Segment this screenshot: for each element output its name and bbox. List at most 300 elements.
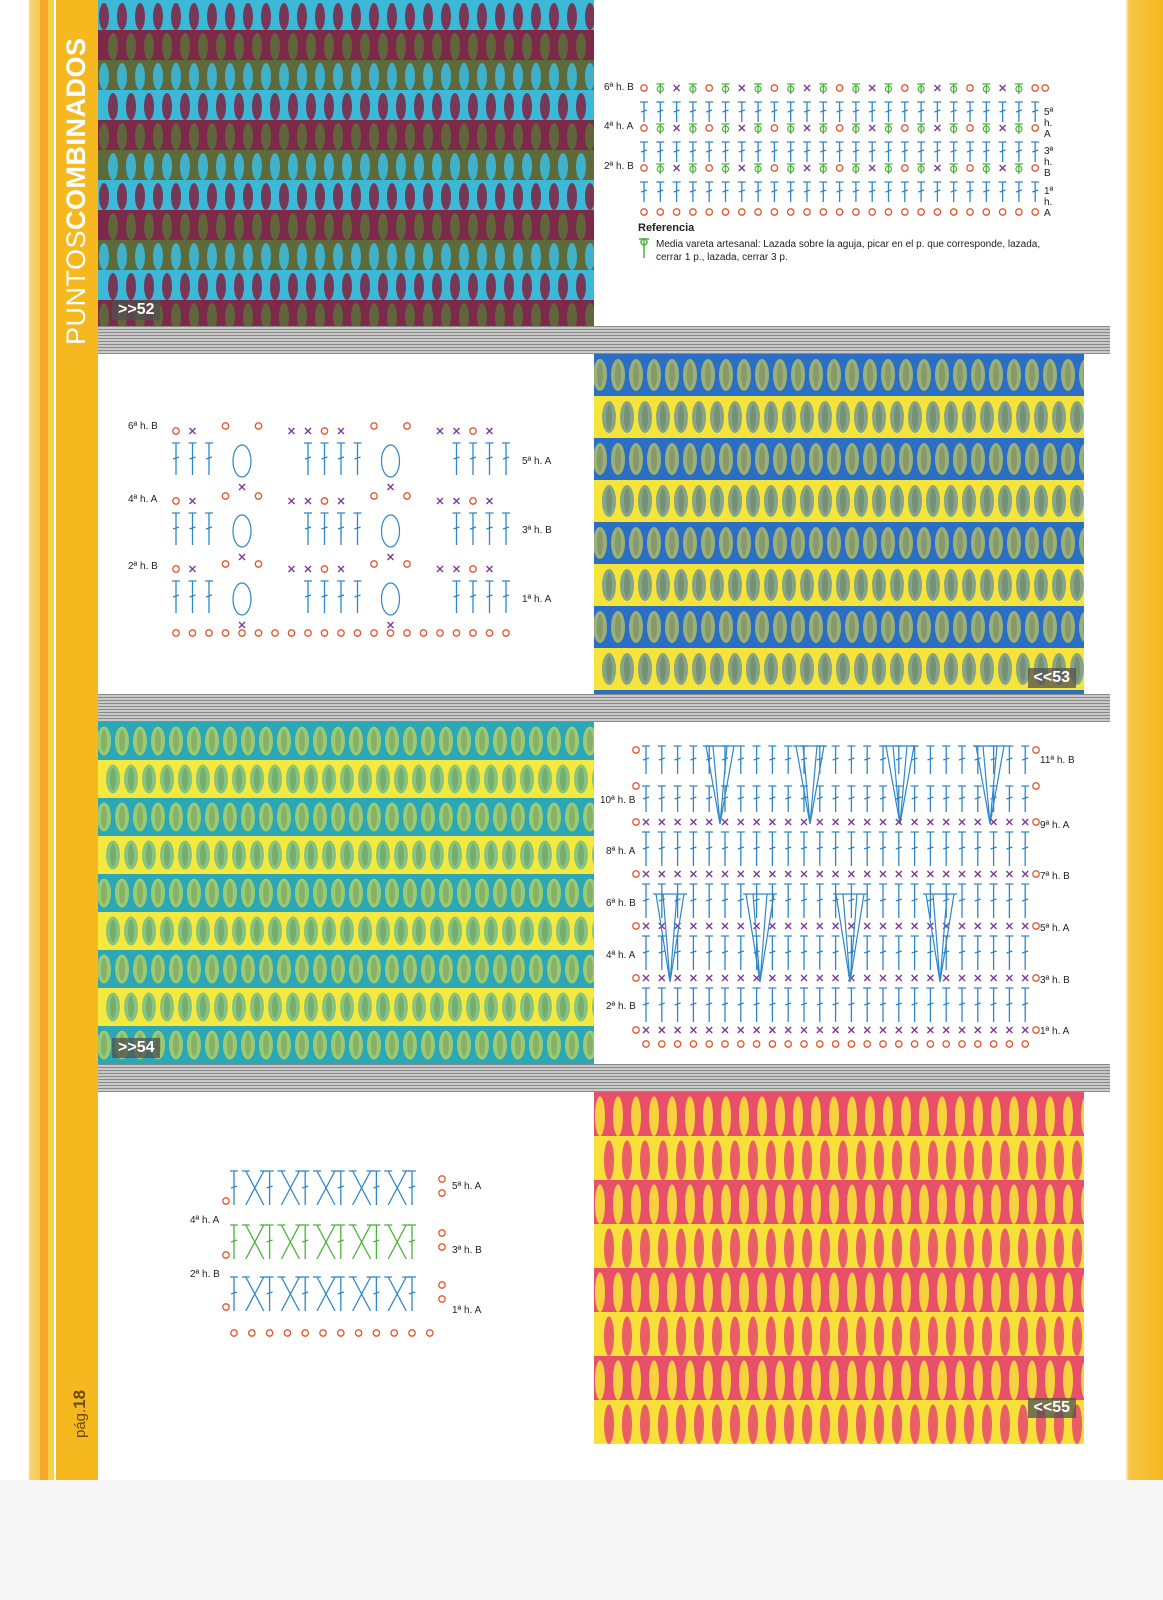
single-crochet	[943, 819, 949, 825]
stitch-loop	[414, 213, 424, 240]
row-label: 1ª h. A	[452, 1305, 482, 1316]
double-crochet	[901, 142, 909, 162]
double-crochet	[658, 832, 666, 866]
single-crochet	[927, 871, 933, 877]
single-crochet	[738, 923, 744, 929]
single-crochet	[690, 975, 696, 981]
puff-stitch	[233, 515, 251, 547]
row-label: 6ª h. B	[604, 82, 634, 93]
stitch-shadow	[966, 572, 972, 597]
stitch-loop	[162, 33, 172, 60]
stitch-loop	[477, 183, 487, 210]
stitch-shadow	[894, 572, 900, 597]
stitch-loop	[973, 1360, 983, 1400]
row-label: 4ª h. A	[604, 121, 634, 132]
stitch-loop	[1000, 1316, 1010, 1356]
stitch-shadow	[660, 656, 666, 681]
stitch-loop	[99, 123, 109, 150]
stitch-loop	[342, 213, 352, 240]
stitch-shadow	[236, 844, 242, 867]
double-crochet	[942, 746, 950, 774]
stitch-loop	[441, 243, 451, 270]
double-crochet	[737, 786, 745, 812]
chain-stitch	[266, 1330, 272, 1336]
stitch-loop	[486, 153, 496, 180]
stitch-loop	[369, 243, 379, 270]
chain-stitch	[255, 493, 261, 499]
stitch-loop	[1018, 1404, 1028, 1444]
single-crochet	[991, 819, 997, 825]
double-crochet	[1005, 786, 1013, 812]
stitch-loop	[1063, 1096, 1073, 1136]
stitch-shadow	[515, 958, 521, 981]
stitch-shadow	[308, 768, 314, 791]
stitch-loop	[595, 1360, 605, 1400]
double-crochet	[879, 746, 887, 774]
stitch-loop	[829, 1272, 839, 1312]
single-crochet	[801, 871, 807, 877]
stitch-shadow	[146, 844, 152, 867]
stitch-loop	[135, 243, 145, 270]
double-crochet	[999, 142, 1007, 162]
stitch-shadow	[795, 446, 801, 471]
stitch-loop	[333, 3, 343, 30]
stitch-shadow	[182, 920, 188, 943]
double-crochet	[486, 513, 494, 545]
stitch-loop	[198, 33, 208, 60]
long-stitch-fan	[923, 894, 957, 982]
stitch-shadow	[903, 614, 909, 639]
stitch-shadow	[768, 572, 774, 597]
stitch-shadow	[497, 958, 503, 981]
stitch-shadow	[1020, 656, 1026, 681]
chain-stitch	[641, 165, 647, 171]
double-crochet	[674, 746, 682, 774]
double-crochet	[1021, 746, 1029, 774]
stitch-shadow	[335, 806, 341, 829]
chain-stitch	[391, 1330, 397, 1336]
stitch-loop	[441, 3, 451, 30]
stitch-loop	[324, 213, 334, 240]
stitch-shadow	[1074, 488, 1080, 513]
stitch-loop	[658, 1140, 668, 1180]
stitch-shadow	[966, 488, 972, 513]
double-crochet	[722, 102, 730, 122]
stitch-loop	[910, 1228, 920, 1268]
double-crochet	[722, 142, 730, 162]
stitch-loop	[667, 1184, 677, 1224]
stitch-loop	[171, 123, 181, 150]
chain-stitch	[427, 1330, 433, 1336]
stitch-loop	[261, 183, 271, 210]
single-crochet	[896, 1027, 902, 1033]
stitch-shadow	[497, 1034, 503, 1057]
stitch-loop	[252, 33, 262, 60]
stitch-shadow	[299, 882, 305, 905]
stitch-loop	[874, 1404, 884, 1444]
stitch-loop	[721, 1184, 731, 1224]
chain-stitch	[387, 630, 393, 636]
stitch-loop	[261, 243, 271, 270]
stitch-shadow	[750, 656, 756, 681]
stitch-shadow	[687, 446, 693, 471]
single-crochet	[722, 819, 728, 825]
stitch-shadow	[921, 530, 927, 555]
stitch-shadow	[416, 996, 422, 1019]
chain-stitch	[722, 1041, 728, 1047]
stitch-loop	[153, 3, 163, 30]
stitch-loop	[234, 93, 244, 120]
stitch-shadow	[939, 530, 945, 555]
stitch-loop	[820, 1404, 830, 1444]
stitch-shadow	[272, 996, 278, 1019]
stitch-loop	[640, 1228, 650, 1268]
chain-stitch	[706, 1041, 712, 1047]
double-crochet	[189, 581, 197, 613]
chain-stitch	[1016, 209, 1022, 215]
stitch-shadow	[1011, 614, 1017, 639]
stitch-shadow	[957, 530, 963, 555]
stitch-shadow	[966, 404, 972, 429]
double-crochet	[784, 884, 792, 918]
double-crochet	[689, 142, 697, 162]
double-crochet	[738, 102, 746, 122]
double-crochet	[958, 988, 966, 1022]
single-crochet	[1006, 1027, 1012, 1033]
stitch-shadow	[443, 806, 449, 829]
row-label: 8ª h. A	[606, 846, 636, 857]
double-crochet	[784, 936, 792, 970]
stitch-loop	[108, 33, 118, 60]
stitch-loop	[883, 1272, 893, 1312]
stitch-loop	[1000, 1404, 1010, 1444]
stitch-loop	[486, 93, 496, 120]
stitch-loop	[540, 93, 550, 120]
reference-icon	[638, 238, 650, 265]
stitch-loop	[703, 1360, 713, 1400]
stitch-shadow	[957, 446, 963, 471]
stitch-loop	[288, 93, 298, 120]
stitch-shadow	[569, 882, 575, 905]
stitch-loop	[477, 243, 487, 270]
stitch-loop	[558, 93, 568, 120]
stitch-shadow	[173, 730, 179, 753]
chain-stitch	[222, 561, 228, 567]
double-crochet	[958, 786, 966, 812]
stitch-loop	[243, 123, 253, 150]
stitch-shadow	[759, 446, 765, 471]
stitch-loop	[504, 273, 514, 300]
stitch-loop	[378, 213, 388, 240]
stitch-loop	[306, 213, 316, 240]
stitch-shadow	[110, 768, 116, 791]
stitch-loop	[640, 1404, 650, 1444]
stitch-shadow	[831, 362, 837, 387]
double-crochet	[942, 786, 950, 812]
stitch-shadow	[506, 844, 512, 867]
stitch-loop	[180, 273, 190, 300]
row-label: 7ª h. B	[1040, 871, 1070, 882]
stitch-loop	[477, 3, 487, 30]
double-crochet	[958, 936, 966, 970]
stitch-loop	[153, 63, 163, 90]
double-crochet	[974, 884, 982, 918]
stitch-shadow	[921, 446, 927, 471]
stitch-loop	[874, 1140, 884, 1180]
chain-stitch	[690, 1041, 696, 1047]
stitch-shadow	[597, 362, 603, 387]
double-crochet	[321, 443, 329, 475]
stitch-shadow	[597, 530, 603, 555]
stitch-shadow	[669, 446, 675, 471]
stitch-loop	[225, 63, 235, 90]
section-title	[61, 37, 92, 345]
stitch-loop	[423, 3, 433, 30]
stitch-shadow	[470, 996, 476, 1019]
double-crochet	[754, 182, 762, 202]
chain-stitch	[1033, 871, 1039, 877]
single-crochet	[848, 1027, 854, 1033]
stitch-loop	[450, 33, 460, 60]
stitch-loop	[766, 1228, 776, 1268]
stitch-shadow	[461, 806, 467, 829]
stitch-shadow	[416, 768, 422, 791]
stitch-loop	[874, 1316, 884, 1356]
stitch-shadow	[569, 1034, 575, 1057]
double-crochet	[642, 832, 650, 866]
stitch-shadow	[714, 404, 720, 429]
double-crochet	[721, 832, 729, 866]
stitch-shadow	[759, 530, 765, 555]
stitch-shadow	[1038, 572, 1044, 597]
double-crochet	[673, 102, 681, 122]
stitch-loop	[306, 33, 316, 60]
chain-stitch	[321, 428, 327, 434]
double-crochet	[486, 443, 494, 475]
stitch-shadow	[1029, 614, 1035, 639]
stitch-loop	[928, 1316, 938, 1356]
single-crochet	[785, 871, 791, 877]
stitch-shadow	[101, 806, 107, 829]
stitch-shadow	[218, 920, 224, 943]
chain-stitch	[706, 125, 712, 131]
stitch-loop	[982, 1140, 992, 1180]
double-crochet	[453, 581, 461, 613]
stitch-loop	[531, 3, 541, 30]
stitch-shadow	[804, 404, 810, 429]
stitch-loop	[793, 1184, 803, 1224]
stitch-loop	[405, 243, 415, 270]
single-crochet	[833, 1027, 839, 1033]
double-crochet	[1031, 182, 1039, 202]
single-crochet	[722, 1027, 728, 1033]
row-label: 5ª h. A	[1040, 923, 1070, 934]
double-crochet	[205, 443, 213, 475]
stitch-shadow	[569, 730, 575, 753]
single-crochet	[848, 871, 854, 877]
chain-stitch	[836, 209, 842, 215]
stitch-shadow	[903, 446, 909, 471]
stitch-shadow	[479, 882, 485, 905]
stitch-loop	[730, 1140, 740, 1180]
single-crochet	[975, 975, 981, 981]
stitch-shadow	[921, 614, 927, 639]
single-crochet	[864, 1027, 870, 1033]
stitch-shadow	[1056, 404, 1062, 429]
double-crochet	[469, 513, 477, 545]
chain-stitch	[222, 630, 228, 636]
stitch-shadow	[993, 530, 999, 555]
stitch-loop	[234, 153, 244, 180]
stitch-loop	[676, 1228, 686, 1268]
stitch-loop	[387, 183, 397, 210]
stitch-shadow	[128, 920, 134, 943]
stitch-shadow	[452, 920, 458, 943]
stitch-shadow	[371, 806, 377, 829]
stitch-loop	[333, 243, 343, 270]
single-crochet	[706, 871, 712, 877]
chain-stitch	[255, 630, 261, 636]
double-crochet	[189, 443, 197, 475]
chain-stitch	[753, 1041, 759, 1047]
chain-stitch	[439, 1190, 445, 1196]
stitch-shadow	[975, 362, 981, 387]
chain-stitch	[453, 630, 459, 636]
stitch-loop	[856, 1404, 866, 1444]
double-crochet	[832, 832, 840, 866]
chain-stitch	[739, 209, 745, 215]
chain-stitch	[371, 423, 377, 429]
stitch-shadow	[101, 1034, 107, 1057]
double-crochet	[800, 936, 808, 970]
double-crochet	[337, 513, 345, 545]
double-crochet	[674, 786, 682, 812]
single-crochet	[896, 923, 902, 929]
stitch-loop	[847, 1096, 857, 1136]
stitch-shadow	[353, 806, 359, 829]
double-crochet	[301, 1225, 309, 1259]
stitch-loop	[576, 93, 586, 120]
double-crochet	[705, 182, 713, 202]
stitch-shadow	[1074, 572, 1080, 597]
double-crochet	[958, 832, 966, 866]
stitch-loop	[712, 1404, 722, 1444]
stitch-shadow	[975, 614, 981, 639]
double-crochet	[911, 884, 919, 918]
stitch-shadow	[597, 614, 603, 639]
stitch-loop	[468, 213, 478, 240]
single-crochet	[785, 819, 791, 825]
stitch-loop	[504, 213, 514, 240]
single-crochet	[896, 871, 902, 877]
stitch-shadow	[705, 362, 711, 387]
chain-stitch	[338, 1330, 344, 1336]
stitch-shadow	[182, 844, 188, 867]
stitch-shadow	[263, 1034, 269, 1057]
stitch-loop	[1018, 1316, 1028, 1356]
stitch-loop	[423, 63, 433, 90]
chain-stitch	[1033, 783, 1039, 789]
chain-stitch	[657, 209, 663, 215]
stitch-loop	[360, 153, 370, 180]
stitch-shadow	[146, 996, 152, 1019]
stitch-loop	[1063, 1272, 1073, 1312]
stitch-shadow	[362, 768, 368, 791]
stitch-shadow	[281, 806, 287, 829]
stitch-loop	[378, 33, 388, 60]
double-crochet	[999, 182, 1007, 202]
stitch-loop	[270, 93, 280, 120]
double-crochet	[172, 513, 180, 545]
stitch-shadow	[795, 614, 801, 639]
double-crochet	[958, 746, 966, 774]
stitch-shadow	[542, 768, 548, 791]
stitch-shadow	[849, 614, 855, 639]
stitch-loop	[919, 1184, 929, 1224]
double-crochet	[301, 1171, 309, 1205]
stitch-shadow	[425, 958, 431, 981]
stitch-shadow	[777, 614, 783, 639]
chain-stitch	[373, 1330, 379, 1336]
stitch-loop	[802, 1404, 812, 1444]
stitch-loop	[676, 1316, 686, 1356]
double-crochet	[990, 936, 998, 970]
stitch-loop	[595, 1184, 605, 1224]
chain-stitch	[934, 209, 940, 215]
stitch-loop	[270, 213, 280, 240]
stitch-loop	[126, 33, 136, 60]
stitch-loop	[531, 63, 541, 90]
stitch-loop	[360, 273, 370, 300]
stitch-loop	[973, 1272, 983, 1312]
stitch-loop	[423, 183, 433, 210]
stitch-loop	[865, 1096, 875, 1136]
chain-stitch	[836, 85, 842, 91]
double-crochet	[502, 443, 510, 475]
stitch-shadow	[137, 730, 143, 753]
stitch-loop	[225, 3, 235, 30]
stitch-loop	[910, 1316, 920, 1356]
single-crochet	[706, 1027, 712, 1033]
stitch-shadow	[813, 530, 819, 555]
stitch-shadow	[894, 656, 900, 681]
double-crochet	[304, 513, 312, 545]
stitch-loop	[171, 243, 181, 270]
stitch-shadow	[1038, 488, 1044, 513]
stitch-loop	[540, 273, 550, 300]
stitch-shadow	[191, 882, 197, 905]
stitch-loop	[279, 123, 289, 150]
stitch-shadow	[470, 768, 476, 791]
stitch-shadow	[885, 446, 891, 471]
stitch-shadow	[506, 920, 512, 943]
double-crochet	[895, 746, 903, 774]
stitch-loop	[712, 1316, 722, 1356]
stitch-loop	[396, 273, 406, 300]
section-title-light: PUNTOS	[61, 229, 91, 345]
stitch-shadow	[1020, 488, 1026, 513]
row-label: 2ª h. B	[604, 161, 634, 172]
stitch-shadow	[488, 768, 494, 791]
double-crochet	[885, 102, 893, 122]
single-crochet	[190, 498, 196, 504]
double-crochet	[958, 884, 966, 918]
long-stitch-fan	[703, 746, 737, 824]
stitch-shadow	[876, 488, 882, 513]
stitch-shadow	[606, 656, 612, 681]
pattern-tag-53: <<53	[1028, 668, 1076, 688]
stitch-chart-53	[120, 415, 560, 650]
